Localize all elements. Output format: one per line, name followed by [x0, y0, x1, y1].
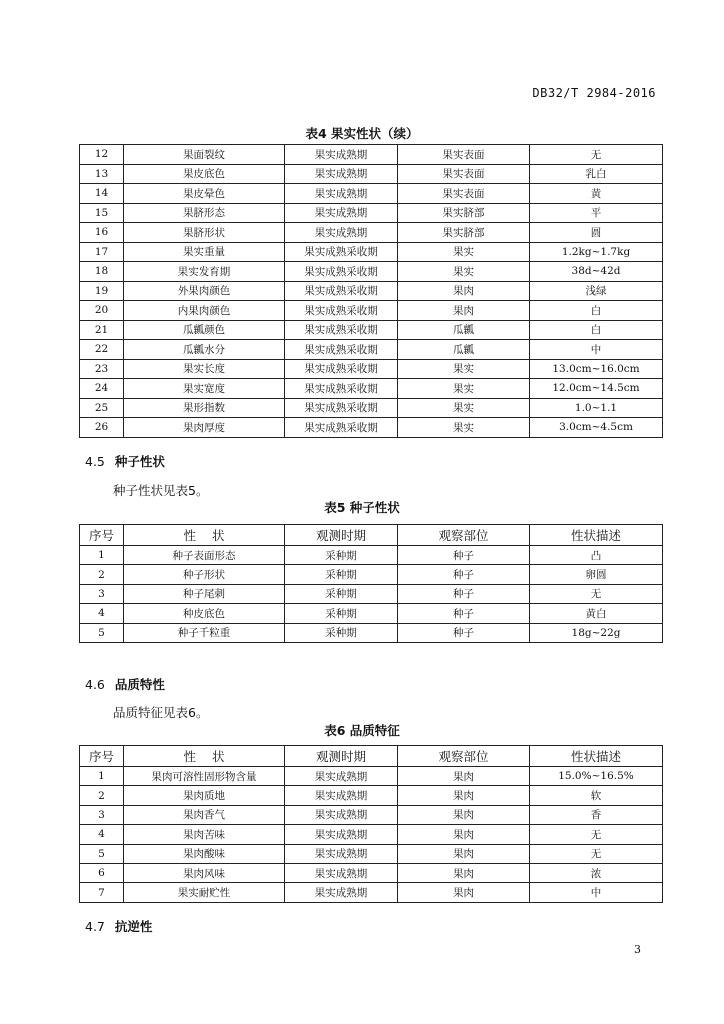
- table-cell: 果实: [398, 262, 530, 282]
- table-cell: 果实成熟采收期: [285, 301, 398, 321]
- table-cell: 4: [80, 604, 124, 623]
- table-row: [80, 418, 663, 438]
- table-cell: 浅绿: [530, 281, 663, 301]
- standard-code: DB32/T 2984-2016: [532, 86, 656, 100]
- table-cell: 无: [530, 825, 663, 844]
- table-cell: 5: [80, 623, 124, 642]
- table-cell: 3: [80, 584, 124, 603]
- table-cell: 瓜瓤: [398, 320, 530, 340]
- table-row: [80, 584, 663, 603]
- table-cell: 果实成熟期: [285, 825, 398, 844]
- table-row: [80, 546, 663, 565]
- table-cell: 种子千粒重: [124, 623, 285, 642]
- table-cell: 38d~42d: [530, 262, 663, 282]
- table-cell: 13.0cm~16.0cm: [530, 359, 663, 379]
- table-cell: 软: [530, 786, 663, 805]
- section-number: 4.5: [85, 454, 105, 469]
- column-header: 性 状: [124, 525, 285, 546]
- table-header-row: [80, 746, 663, 767]
- table-cell: 果肉酸味: [124, 844, 285, 863]
- table-row: [80, 281, 663, 301]
- table-cell: 果肉: [398, 825, 530, 844]
- table-row: [80, 320, 663, 340]
- table-cell: 果实成熟期: [285, 786, 398, 805]
- table-row: [80, 203, 663, 223]
- table-row: [80, 398, 663, 418]
- table-cell: 果实耐贮性: [124, 883, 285, 902]
- table-row: [80, 786, 663, 805]
- table-cell: 22: [80, 340, 124, 360]
- table-row: [80, 242, 663, 262]
- table-cell: 平: [530, 203, 663, 223]
- table-cell: 果肉风味: [124, 863, 285, 882]
- table-cell: 果实表面: [398, 184, 530, 204]
- table-cell: 果皮晕色: [124, 184, 285, 204]
- table-row: [80, 145, 663, 165]
- table-cell: 果实成熟期: [285, 164, 398, 184]
- table-cell: 果实长度: [124, 359, 285, 379]
- table-cell: 果肉苦味: [124, 825, 285, 844]
- table-cell: 果实成熟期: [285, 223, 398, 243]
- table-row: [80, 844, 663, 863]
- table-row: [80, 359, 663, 379]
- table-cell: 果实成熟采收期: [285, 281, 398, 301]
- section-number: 4.7: [85, 919, 105, 934]
- table-cell: 18g~22g: [530, 623, 663, 642]
- table-cell: 果实成熟采收期: [285, 379, 398, 399]
- table-cell: 果实成熟期: [285, 145, 398, 165]
- table6-caption: 表6 品质特征: [324, 723, 400, 738]
- table5-head: [80, 525, 663, 546]
- table-cell: 种子: [398, 604, 530, 623]
- table-cell: 白: [530, 301, 663, 321]
- section-4-5-heading: [85, 452, 165, 470]
- table-cell: 16: [80, 223, 124, 243]
- table-cell: 果实脐部: [398, 223, 530, 243]
- column-header: 序号: [80, 525, 124, 546]
- table-row: [80, 805, 663, 824]
- table-cell: 24: [80, 379, 124, 399]
- table-cell: 中: [530, 340, 663, 360]
- table-cell: 果实宽度: [124, 379, 285, 399]
- table-cell: 圆: [530, 223, 663, 243]
- table-cell: 果肉: [398, 883, 530, 902]
- column-header: 性状描述: [530, 746, 663, 767]
- table-cell: 21: [80, 320, 124, 340]
- table-cell: 13: [80, 164, 124, 184]
- section-number: 4.6: [85, 677, 105, 692]
- table-cell: 果实成熟采收期: [285, 398, 398, 418]
- table-row: [80, 184, 663, 204]
- table-cell: 果肉: [398, 863, 530, 882]
- table-cell: 黄: [530, 184, 663, 204]
- table-cell: 凸: [530, 546, 663, 565]
- table-cell: 果脐形态: [124, 203, 285, 223]
- table-cell: 果实成熟采收期: [285, 418, 398, 438]
- table-cell: 采种期: [285, 623, 398, 642]
- table6: [79, 745, 663, 903]
- table-row: [80, 262, 663, 282]
- table-cell: 6: [80, 863, 124, 882]
- table-cell: 1: [80, 767, 124, 786]
- table-cell: 果实脐部: [398, 203, 530, 223]
- table4: [79, 144, 663, 438]
- table-cell: 4: [80, 825, 124, 844]
- table-cell: 19: [80, 281, 124, 301]
- table-cell: 3: [80, 805, 124, 824]
- table-cell: 23: [80, 359, 124, 379]
- table-cell: 14: [80, 184, 124, 204]
- table-row: [80, 379, 663, 399]
- section-title: 品质特性: [114, 677, 165, 692]
- table-cell: 种子: [398, 546, 530, 565]
- table-cell: 果实成熟采收期: [285, 242, 398, 262]
- table-row: [80, 767, 663, 786]
- table-cell: 果实成熟采收期: [285, 359, 398, 379]
- table-cell: 26: [80, 418, 124, 438]
- table-cell: 12.0cm~14.5cm: [530, 379, 663, 399]
- table-cell: 果皮底色: [124, 164, 285, 184]
- table-cell: 种子表面形态: [124, 546, 285, 565]
- table6-head: [80, 746, 663, 767]
- table5-caption: 表5 种子性状: [324, 500, 400, 515]
- table-cell: 果脐形状: [124, 223, 285, 243]
- table-cell: 种子形状: [124, 565, 285, 584]
- table-cell: 2: [80, 565, 124, 584]
- column-header: 性状描述: [530, 525, 663, 546]
- table-cell: 果实: [398, 359, 530, 379]
- table-cell: 17: [80, 242, 124, 262]
- section-4-6-intro: 品质特征见表6。: [113, 705, 209, 720]
- table-cell: 果实表面: [398, 145, 530, 165]
- table-cell: 香: [530, 805, 663, 824]
- table-cell: 种子: [398, 565, 530, 584]
- table-cell: 果实发育期: [124, 262, 285, 282]
- table-cell: 采种期: [285, 584, 398, 603]
- table-cell: 无: [530, 145, 663, 165]
- table-cell: 15.0%~16.5%: [530, 767, 663, 786]
- table-row: [80, 825, 663, 844]
- page-number: 3: [634, 943, 641, 956]
- table-cell: 果实: [398, 398, 530, 418]
- table-cell: 18: [80, 262, 124, 282]
- table-cell: 1.0~1.1: [530, 398, 663, 418]
- table-cell: 果形指数: [124, 398, 285, 418]
- table-cell: 1.2kg~1.7kg: [530, 242, 663, 262]
- table5-body: [80, 546, 663, 643]
- table-cell: 种皮底色: [124, 604, 285, 623]
- table-cell: 中: [530, 883, 663, 902]
- column-header: 序号: [80, 746, 124, 767]
- table-cell: 果实成熟采收期: [285, 340, 398, 360]
- table-cell: 果肉: [398, 805, 530, 824]
- table-cell: 卵圆: [530, 565, 663, 584]
- section-title: 种子性状: [114, 454, 165, 469]
- table-cell: 果肉: [398, 844, 530, 863]
- table-cell: 果肉质地: [124, 786, 285, 805]
- table-cell: 15: [80, 203, 124, 223]
- table6-body: [80, 767, 663, 903]
- column-header: 观察部位: [398, 746, 530, 767]
- table-cell: 种子: [398, 584, 530, 603]
- section-4-6-heading: [85, 675, 165, 693]
- table5: [79, 524, 663, 643]
- table-cell: 果实成熟采收期: [285, 320, 398, 340]
- table-row: [80, 164, 663, 184]
- table-row: [80, 623, 663, 642]
- table-cell: 果实成熟期: [285, 203, 398, 223]
- table-cell: 果实成熟期: [285, 883, 398, 902]
- table-cell: 瓜瓤: [398, 340, 530, 360]
- table-header-row: [80, 525, 663, 546]
- table-cell: 果实: [398, 242, 530, 262]
- table-cell: 果实表面: [398, 164, 530, 184]
- section-4-7-heading: [85, 917, 152, 935]
- table-cell: 采种期: [285, 565, 398, 584]
- table-cell: 乳白: [530, 164, 663, 184]
- table-row: [80, 301, 663, 321]
- table-cell: 瓜瓤水分: [124, 340, 285, 360]
- table-cell: 瓜瓤颜色: [124, 320, 285, 340]
- table-cell: 25: [80, 398, 124, 418]
- table-cell: 果实: [398, 418, 530, 438]
- table-row: [80, 604, 663, 623]
- table-cell: 果肉可溶性固形物含量: [124, 767, 285, 786]
- table-cell: 果实成熟期: [285, 863, 398, 882]
- table-cell: 果肉: [398, 301, 530, 321]
- table-cell: 果实成熟期: [285, 184, 398, 204]
- table-cell: 果肉香气: [124, 805, 285, 824]
- table-row: [80, 883, 663, 902]
- table-cell: 3.0cm~4.5cm: [530, 418, 663, 438]
- table-row: [80, 340, 663, 360]
- table4-body: [80, 145, 663, 438]
- table-cell: 12: [80, 145, 124, 165]
- table-cell: 1: [80, 546, 124, 565]
- table-cell: 果实成熟期: [285, 805, 398, 824]
- table-cell: 果肉: [398, 281, 530, 301]
- table-row: [80, 565, 663, 584]
- table-cell: 果实成熟期: [285, 767, 398, 786]
- table-cell: 果肉: [398, 786, 530, 805]
- table-cell: 2: [80, 786, 124, 805]
- table-cell: 果实成熟采收期: [285, 262, 398, 282]
- column-header: 观测时期: [285, 525, 398, 546]
- table-row: [80, 863, 663, 882]
- column-header: 观察部位: [398, 525, 530, 546]
- table-cell: 采种期: [285, 546, 398, 565]
- table-row: [80, 223, 663, 243]
- table-cell: 果实重量: [124, 242, 285, 262]
- table-cell: 7: [80, 883, 124, 902]
- table-cell: 果面裂纹: [124, 145, 285, 165]
- table-cell: 果实成熟期: [285, 844, 398, 863]
- table-cell: 采种期: [285, 604, 398, 623]
- table4-caption: 表4 果实性状（续）: [305, 126, 419, 141]
- column-header: 性 状: [124, 746, 285, 767]
- column-header: 观测时期: [285, 746, 398, 767]
- table-cell: 5: [80, 844, 124, 863]
- table-cell: 果肉厚度: [124, 418, 285, 438]
- table-cell: 内果肉颜色: [124, 301, 285, 321]
- table-cell: 种子尾刺: [124, 584, 285, 603]
- table-cell: 果肉: [398, 767, 530, 786]
- section-4-5-intro: 种子性状见表5。: [113, 483, 209, 498]
- section-title: 抗逆性: [114, 919, 153, 934]
- table-cell: 白: [530, 320, 663, 340]
- table-cell: 果实: [398, 379, 530, 399]
- table-cell: 无: [530, 844, 663, 863]
- table-cell: 20: [80, 301, 124, 321]
- table-cell: 黄白: [530, 604, 663, 623]
- table-cell: 外果肉颜色: [124, 281, 285, 301]
- table-cell: 浓: [530, 863, 663, 882]
- table-cell: 无: [530, 584, 663, 603]
- table-cell: 种子: [398, 623, 530, 642]
